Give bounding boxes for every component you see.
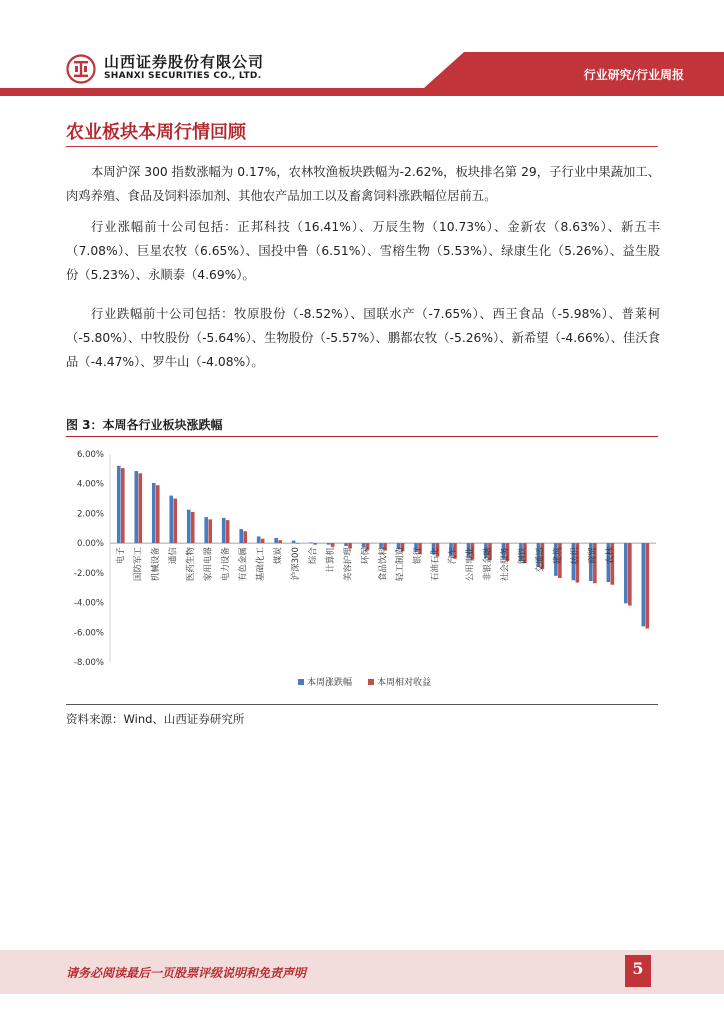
y-tick-label: 2.00% [76, 509, 104, 520]
bar-weekly-change [117, 466, 121, 543]
company-name-cn: 山西证券股份有限公司 [104, 53, 265, 71]
company-name-en: SHANXI SECURITIES CO., LTD. [104, 71, 262, 81]
industry-performance-bar-chart [66, 440, 658, 700]
x-category-label: 环保 [360, 547, 371, 565]
x-category-label: 通信 [168, 547, 179, 565]
x-category-label: 计算机 [325, 547, 336, 573]
x-category-label: 电子 [116, 547, 126, 565]
bar-relative-return [313, 543, 317, 544]
x-category-label: 煤炭 [273, 547, 284, 565]
x-category-label: 社会服务 [500, 547, 511, 582]
x-category-label: 基础化工 [255, 547, 266, 582]
x-category-label: 综合 [308, 547, 319, 565]
bar-weekly-change [642, 543, 646, 626]
x-category-label: 机械设备 [150, 547, 161, 582]
bar-relative-return [296, 543, 300, 544]
figure-bottom-rule [66, 704, 658, 705]
bar-weekly-change [309, 542, 313, 543]
x-category-label: 钢铁 [518, 547, 529, 565]
bar-relative-return [261, 539, 265, 543]
x-category-label: 石油石化 [430, 547, 441, 582]
y-tick-label: -2.00% [73, 568, 104, 579]
bar-weekly-change [204, 517, 208, 543]
legend-swatch [368, 679, 374, 685]
x-category-label: 医药生物 [185, 547, 196, 582]
bar-relative-return [191, 512, 195, 543]
bar-relative-return [628, 543, 632, 605]
bar-relative-return [646, 543, 650, 628]
x-category-label: 非银金融 [483, 547, 494, 582]
bar-relative-return [156, 485, 160, 543]
bar-relative-return [208, 519, 212, 543]
x-category-label: 美容护理 [343, 547, 354, 582]
figure-source: 资料来源：Wind、山西证券研究所 [66, 712, 245, 726]
x-category-label: 国防军工 [133, 547, 144, 582]
header-band [0, 88, 724, 96]
bar-relative-return [278, 540, 282, 543]
x-category-label: 银行 [413, 547, 424, 565]
bar-weekly-change [257, 536, 261, 543]
bar-weekly-change [222, 518, 226, 543]
y-tick-label: -4.00% [73, 598, 104, 609]
y-tick-label: 0.00% [76, 539, 104, 550]
title-divider [66, 146, 658, 147]
section-title: 农业板块本周行情回顾 [66, 122, 246, 143]
y-tick-label: 4.00% [76, 479, 104, 490]
x-category-label: 商贸 [588, 547, 599, 565]
bar-weekly-change [187, 510, 191, 543]
bar-relative-return [331, 543, 335, 547]
disclaimer-notice: 请务必阅读最后一页股票评级说明和免责声明 [66, 966, 307, 980]
x-category-label: 家用电器 [203, 547, 214, 582]
figure-top-rule [66, 436, 658, 437]
page-number: 5 [632, 959, 644, 978]
bar-weekly-change [362, 543, 366, 547]
bar-relative-return [243, 531, 247, 543]
bar-weekly-change [344, 543, 348, 546]
x-category-label: 公用事业 [465, 547, 476, 582]
x-category-label: 沪深300 [290, 547, 301, 581]
x-category-label: 汽车 [448, 547, 459, 565]
bar-relative-return [138, 473, 142, 543]
x-category-label: 交通运 [535, 547, 546, 573]
paragraph-top-gainers: 行业涨幅前十公司包括：正邦科技（16.41%）、万辰生物（10.73%）、金新农（8.63%）、新五丰（7.08%）、巨星农牧（6.65%）、国投中鲁（6.51%）、雪榕生物（5.53%）、绿康生化（5.26%）、益生股份（5.23%）、永顺泰（4.69%）。 [66, 220, 660, 282]
bar-weekly-change [134, 471, 138, 543]
x-category-label: 电力设备 [220, 547, 231, 582]
legend-label: 本周涨跌幅 [307, 678, 353, 688]
y-tick-label: -6.00% [73, 628, 104, 639]
paragraph-top-losers: 行业跌幅前十公司包括：牧原股份（-8.52%）、国联水产（-7.65%）、西王食品（-5.98%）、普莱柯（-5.80%）、中牧股份（-5.64%）、生物股份（-5.57%）、鹏都农牧（-5.26%）、新希望（-4.66%）、佳沃食品（-4.47%）、罗牛山（-4.08%）。 [66, 307, 660, 369]
figure-title: 图 3：本周各行业板块涨跌幅 [66, 418, 223, 432]
bar-weekly-change [152, 483, 156, 543]
bar-weekly-change [292, 541, 296, 544]
x-category-label: 食品饮料 [378, 547, 389, 582]
y-tick-label: 6.00% [76, 450, 104, 460]
legend-swatch [298, 679, 304, 685]
x-category-label: 农林 [605, 547, 616, 565]
x-category-label: 纺织 [570, 547, 581, 565]
bar-weekly-change [274, 538, 278, 543]
bar-weekly-change [239, 529, 243, 543]
page-header [0, 0, 724, 96]
bar-relative-return [173, 499, 177, 544]
bar-relative-return [226, 520, 230, 543]
x-category-label: 建筑 [553, 547, 564, 565]
legend-label: 本周相对收益 [377, 678, 432, 688]
bar-weekly-change [169, 496, 173, 544]
x-category-label: 有色金属 [238, 547, 249, 582]
bar-relative-return [121, 468, 125, 543]
x-category-label: 轻工制造 [395, 547, 406, 582]
report-category: 行业研究/行业周报 [583, 68, 684, 82]
y-tick-label: -8.00% [73, 658, 104, 668]
bar-weekly-change [624, 543, 628, 603]
bar-weekly-change [327, 543, 331, 544]
paragraph-index-summary: 本周沪深 300 指数涨幅为 0.17%，农林牧渔板块跌幅为-2.62%，板块排名第 29，子行业中果蔬加工、肉鸡养殖、食品及饲料添加剂、其他农产品加工以及畜禽饲料涨跌幅位居前五。 [66, 165, 660, 203]
shanxi-securities-logo-icon [66, 54, 96, 84]
